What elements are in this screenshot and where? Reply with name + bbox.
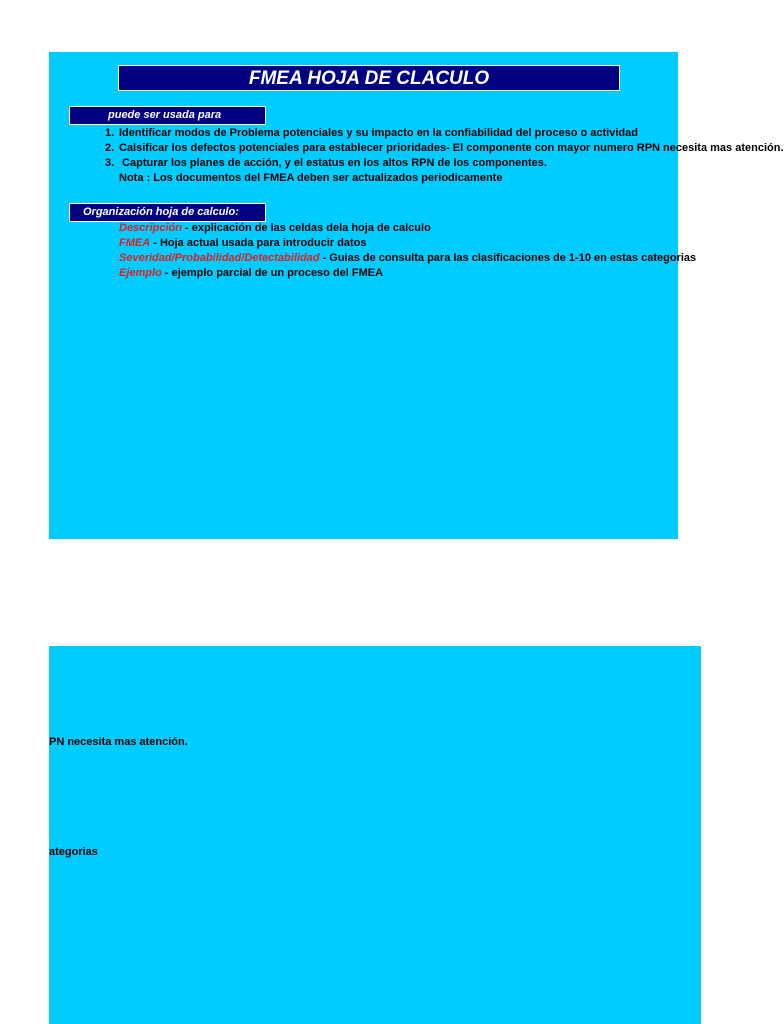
org-entry-desc: - ejemplo parcial de un proceso del FMEA: [161, 267, 384, 279]
org-entry-descripcion: [119, 221, 431, 236]
org-entry-fmea: [119, 236, 367, 251]
org-entry-ejemplo: [119, 266, 383, 281]
org-entry-name: Ejemplo: [119, 267, 162, 279]
org-entry-name: Severidad/Probabilidad/Detectabilidad: [119, 252, 320, 264]
org-entry-desc: - Hoja actual usada para introducir datos: [150, 237, 367, 249]
org-entry-desc: - Guias de consulta para las clasificaciones de 1-10 en estas categorias: [319, 252, 697, 264]
usage-item-2: [105, 141, 784, 156]
organization-section-label: Organización hoja de calculo:: [69, 203, 266, 222]
usage-item-text: Identificar modos de Problema potenciales y su impacto en la confiabilidad del proceso o actividad: [119, 127, 638, 139]
overflow-text-severidad: ategorias: [49, 846, 98, 858]
usage-item-number: 1.: [105, 127, 115, 139]
usage-item-text: Capturar los planes de acción, y el estatus en los altos RPN de los componentes.: [119, 157, 547, 169]
overflow-text-item-2: PN necesita mas atención.: [49, 736, 188, 748]
sheet-page-1: [49, 52, 784, 539]
usage-item-number: 3.: [105, 157, 115, 169]
usage-item-1: [105, 126, 638, 141]
usage-note: Nota : Los documentos del FMEA deben ser actualizados periodicamente: [119, 172, 503, 184]
usage-item-number: 2.: [105, 142, 115, 154]
usage-section-label: puede ser usada para: [69, 106, 266, 125]
sheet-page-2: [49, 646, 701, 1024]
usage-item-text: Calsificar los defectos potenciales para establecer prioridades- El componente con mayor numero RPN necesita mas atención.: [119, 142, 784, 154]
org-entry-severidad: [119, 251, 696, 266]
page-title: FMEA HOJA DE CLACULO: [118, 65, 620, 91]
org-entry-name: Descripción: [119, 222, 182, 234]
org-entry-name: FMEA: [119, 237, 151, 249]
org-entry-desc: - explicación de las celdas dela hoja de calculo: [181, 222, 431, 234]
usage-item-3: [105, 156, 547, 171]
